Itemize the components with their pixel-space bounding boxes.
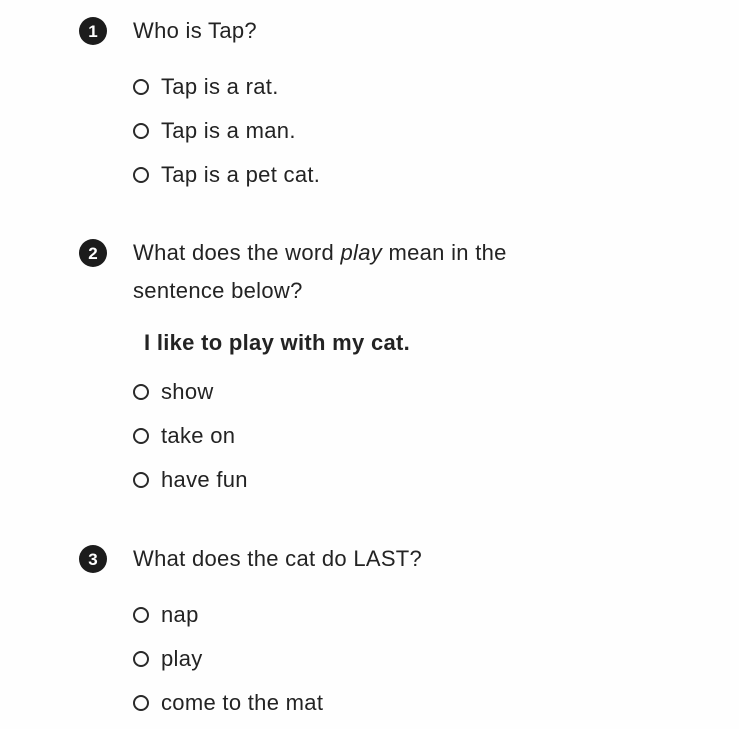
question-1-options [133, 76, 699, 186]
radio-button[interactable] [133, 428, 149, 444]
question-3-options [133, 604, 699, 714]
question-2 [79, 234, 699, 491]
question-2-prompt [133, 234, 699, 310]
option-label: Tap is a rat. [161, 74, 279, 99]
question-2-content [133, 234, 699, 491]
question-2-prompt-line-2: sentence below? [133, 278, 303, 303]
answer-option[interactable] [133, 648, 699, 670]
option-label: nap [161, 602, 199, 627]
question-1-prompt: Who is Tap? [133, 18, 257, 43]
context-sentence: I like to play with my cat. [144, 330, 411, 355]
radio-button[interactable] [133, 695, 149, 711]
radio-button[interactable] [133, 123, 149, 139]
answer-option[interactable] [133, 425, 699, 447]
question-1-number-badge: 1 [79, 17, 107, 45]
question-3 [79, 545, 699, 714]
option-label: take on [161, 423, 236, 448]
option-label: play [161, 646, 203, 671]
question-1 [79, 17, 699, 186]
answer-option[interactable] [133, 164, 699, 186]
answer-option[interactable] [133, 692, 699, 714]
question-3-prompt: What does the cat do LAST? [133, 546, 423, 571]
option-label: Tap is a pet cat. [161, 162, 321, 187]
answer-option[interactable] [133, 469, 699, 491]
radio-button[interactable] [133, 167, 149, 183]
answer-option[interactable] [133, 120, 699, 142]
radio-button[interactable] [133, 384, 149, 400]
answer-option[interactable] [133, 604, 699, 626]
radio-button[interactable] [133, 651, 149, 667]
question-2-number-badge: 2 [79, 239, 107, 267]
option-label: have fun [161, 467, 248, 492]
answer-option[interactable] [133, 381, 699, 403]
question-3-number-badge: 3 [79, 545, 107, 573]
radio-button[interactable] [133, 607, 149, 623]
option-label: come to the mat [161, 690, 324, 715]
question-2-options [133, 381, 699, 491]
question-3-content [133, 545, 699, 714]
question-1-content [133, 17, 699, 186]
radio-button[interactable] [133, 472, 149, 488]
italic-word: play [340, 240, 383, 265]
option-label: show [161, 379, 214, 404]
option-label: Tap is a man. [161, 118, 296, 143]
question-2-prompt-line-1: What does the word play mean in the [133, 240, 507, 265]
radio-button[interactable] [133, 79, 149, 95]
answer-option[interactable] [133, 76, 699, 98]
